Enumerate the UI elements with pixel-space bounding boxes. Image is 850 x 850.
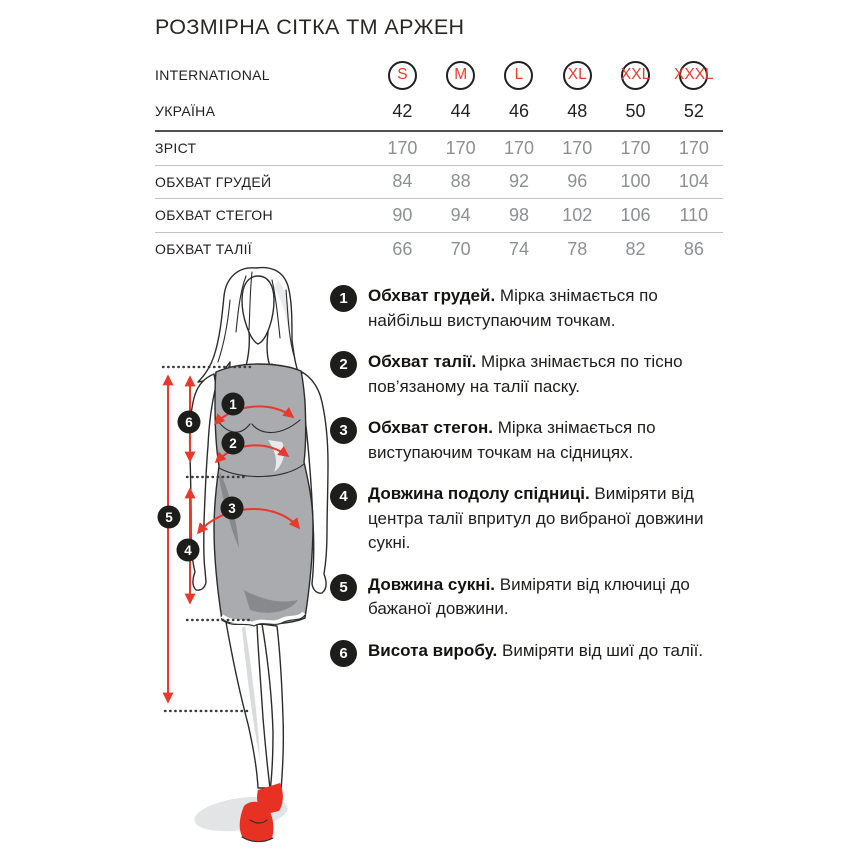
legend-badge: 5	[330, 574, 357, 601]
table-cell: 96	[567, 171, 588, 192]
svg-text:2: 2	[229, 436, 237, 451]
size-table	[155, 56, 723, 266]
table-cell: 170	[387, 137, 418, 158]
table-body	[155, 130, 723, 266]
row-label: ОБХВАТ ГРУДЕЙ	[155, 173, 272, 190]
table-cell: 170	[678, 137, 709, 158]
page-title: РОЗМІРНА СІТКА ТМ АРЖЕН	[155, 15, 465, 39]
table-cell	[665, 61, 723, 90]
legend-desc: Виміряти від центра талії впритул до вибраної довжини сукні.	[368, 484, 704, 552]
table-cell	[548, 61, 606, 90]
figure-badge-1	[222, 393, 245, 416]
legend-badge: 2	[330, 351, 357, 378]
table-cell: 94	[450, 204, 471, 225]
svg-text:1: 1	[229, 397, 237, 412]
legend-desc: Виміряти від ключиці до бажаної довжини.	[368, 574, 690, 618]
row-label: INTERNATIONAL	[155, 67, 270, 83]
legend-badge: 1	[330, 285, 357, 312]
table-cell: 102	[562, 204, 593, 225]
legend-badge: 3	[330, 417, 357, 444]
table-row-chest	[155, 166, 723, 200]
table-cell: 92	[508, 171, 529, 192]
legend-item-skirt-length	[330, 482, 734, 556]
table-cell: 170	[620, 137, 651, 158]
table-cell: 74	[508, 238, 529, 259]
table-cell: 110	[679, 204, 709, 225]
table-cell: 46	[508, 100, 529, 121]
table-cell: 70	[450, 238, 471, 259]
table-row-hips	[155, 199, 723, 233]
size-circle: XXXL	[679, 61, 708, 90]
table-cell: 106	[620, 204, 651, 225]
legend-term: Обхват талії.	[368, 352, 477, 371]
table-cell: 42	[392, 100, 413, 121]
legend-item-waist	[330, 350, 734, 399]
table-cell: 100	[620, 171, 651, 192]
svg-text:4: 4	[184, 543, 192, 558]
size-circle: L	[504, 61, 533, 90]
legend-desc: Виміряти від шиї до талії.	[502, 640, 704, 660]
table-cell: 170	[562, 137, 593, 158]
row-label: ОБХВАТ ТАЛІЇ	[155, 241, 252, 258]
table-cell: 66	[392, 238, 413, 259]
woman-figure-illustration	[130, 258, 360, 850]
size-circle: S	[388, 61, 417, 90]
legend-term: Обхват грудей.	[368, 286, 496, 305]
table-cell	[606, 61, 664, 90]
row-label: УКРАЇНА	[155, 103, 216, 119]
row-label: ЗРІСТ	[155, 140, 197, 157]
table-cell: 48	[567, 100, 588, 121]
svg-text:6: 6	[185, 415, 193, 430]
table-cell: 82	[625, 238, 646, 259]
svg-text:5: 5	[165, 510, 173, 525]
legend-term: Довжина сукні.	[368, 574, 496, 594]
legend-item-dress-length	[330, 573, 734, 622]
row-label: ОБХВАТ СТЕГОН	[155, 207, 273, 224]
table-cell	[490, 61, 548, 90]
measurement-legend	[330, 284, 734, 684]
legend-item-hips	[330, 416, 734, 465]
table-cell: 104	[678, 171, 709, 192]
table-row-height	[155, 132, 723, 166]
table-cell: 170	[445, 137, 476, 158]
table-cell: 170	[503, 137, 534, 158]
legend-term: Довжина подолу спідниці.	[368, 484, 590, 503]
figure-badge-4	[177, 539, 200, 562]
table-cell: 50	[625, 100, 646, 121]
figure-badge-2	[222, 432, 245, 455]
legend-badge: 4	[330, 483, 357, 510]
table-cell: 90	[392, 204, 413, 225]
table-cell: 84	[392, 171, 413, 192]
figure-badge-6	[178, 411, 201, 434]
table-cell: 88	[450, 171, 471, 192]
legend-term: Висота виробу.	[368, 640, 498, 660]
legend-desc: Мірка знімається по найбільш виступаючим точкам.	[368, 286, 658, 330]
svg-text:3: 3	[228, 501, 236, 516]
table-cell	[432, 61, 490, 90]
legend-badge: 6	[330, 640, 357, 667]
legend-desc: Мірка знімається по виступаючим точкам на сідницях.	[368, 418, 656, 462]
figure-badge-3	[221, 497, 244, 520]
table-cell: 52	[683, 100, 704, 121]
table-cell	[373, 61, 431, 90]
legend-item-bodice-height	[330, 639, 734, 667]
size-circle: XL	[563, 61, 592, 90]
legend-desc: Мірка знімається по тісно пов’язаному на талії паску.	[368, 352, 683, 396]
table-cell: 44	[450, 100, 471, 121]
table-row-international	[155, 56, 723, 94]
legend-item-chest	[330, 284, 734, 333]
table-cell: 86	[683, 238, 704, 259]
table-row-ukraine	[155, 94, 723, 128]
table-cell: 98	[508, 204, 529, 225]
size-circle: M	[446, 61, 475, 90]
figure-badge-5	[158, 506, 181, 529]
size-circle: XXL	[621, 61, 650, 90]
legend-term: Обхват стегон.	[368, 418, 493, 437]
table-cell: 78	[567, 238, 588, 259]
